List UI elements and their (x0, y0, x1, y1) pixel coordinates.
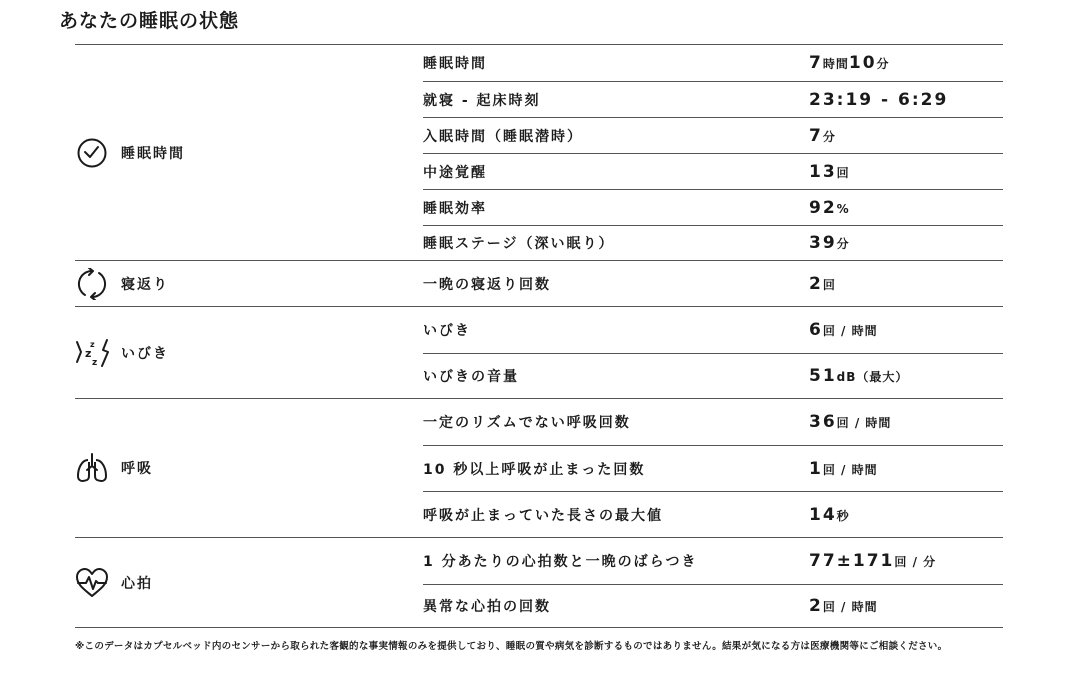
metric-value: 13回 (809, 161, 850, 182)
metric-value: 7分 (809, 125, 836, 146)
group-turning-over (75, 261, 1003, 307)
metric-row (423, 117, 1003, 153)
metric-value: 39分 (809, 233, 850, 253)
category-snoring (75, 307, 423, 398)
metric-label: 一晩の寝返り回数 (423, 276, 551, 293)
group-breathing (75, 399, 1003, 538)
sleep-status-table (75, 44, 1003, 628)
metric-row (423, 307, 1003, 353)
metric-value: 92% (809, 197, 850, 218)
category-label: いびき (121, 345, 169, 362)
metric-label: 1 分あたりの心拍数と一晩のばらつき (423, 554, 698, 570)
category-turning-over (75, 261, 423, 306)
metric-label: 睡眠ステージ（深い眠り） (423, 236, 615, 252)
metric-value: 36回 / 時間 (809, 412, 892, 432)
metric-row (423, 538, 1003, 584)
category-sleep-time (75, 45, 423, 260)
category-label: 寝返り (121, 276, 169, 293)
disclaimer-note: ※このデータはカプセルベッド内のセンサーから取られた客観的な事実情報のみを提供しており、睡眠の質や病気を診断するものではありません。結果が気になる方は医療機関等にご相談ください。 (75, 641, 948, 652)
metric-label: いびきの音量 (423, 369, 519, 385)
metric-row (423, 584, 1003, 627)
lungs-icon (75, 451, 109, 485)
svg-text:z: z (92, 357, 98, 368)
metric-value: 2回 / 時間 (809, 596, 878, 616)
snore-zzz-icon (75, 336, 109, 370)
heartbeat-icon (75, 566, 109, 600)
metric-row (423, 45, 1003, 81)
metric-row (423, 153, 1003, 189)
metric-label: 睡眠効率 (423, 200, 487, 217)
metric-row (423, 225, 1003, 260)
metric-value: 77±171回 / 分 (809, 551, 937, 571)
metric-value: 14秒 (809, 504, 850, 525)
group-snoring (75, 307, 1003, 399)
category-label: 心拍 (121, 575, 153, 592)
metric-label: 中途覚醒 (423, 164, 487, 181)
metric-label: 異常な心拍の回数 (423, 599, 551, 615)
metric-value: 7時間10分 (809, 53, 890, 73)
rotate-arrows-icon (75, 267, 109, 301)
category-label: 睡眠時間 (121, 145, 185, 162)
metric-label: いびき (423, 323, 471, 339)
metric-label: 就寝 - 起床時刻 (423, 92, 541, 109)
metric-label: 入眠時間（睡眠潜時） (423, 128, 583, 145)
page-title: あなたの睡眠の状態 (59, 10, 240, 32)
metric-label: 一定のリズムでない呼吸回数 (423, 415, 631, 431)
metric-row (423, 189, 1003, 225)
metric-row (423, 445, 1003, 491)
clock-icon (75, 136, 109, 170)
group-sleep-time (75, 45, 1003, 261)
metric-row (423, 399, 1003, 445)
svg-text:z: z (90, 339, 95, 349)
metric-row (423, 261, 1003, 306)
group-heartbeat (75, 538, 1003, 628)
metric-value: 6回 / 時間 (809, 320, 878, 340)
metric-row (423, 81, 1003, 117)
metric-value: 2回 (809, 273, 836, 294)
metric-row (423, 353, 1003, 398)
metric-value: 23:19 - 6:29 (809, 89, 949, 110)
metric-label: 10 秒以上呼吸が止まった回数 (423, 461, 646, 478)
metric-label: 睡眠時間 (423, 56, 487, 72)
metric-row (423, 491, 1003, 537)
category-label: 呼吸 (121, 461, 153, 477)
category-heartbeat (75, 538, 423, 627)
metric-value: 1回 / 時間 (809, 458, 878, 479)
metric-value: 51dB（最大） (809, 366, 909, 386)
svg-text:z: z (85, 346, 92, 360)
metric-label: 呼吸が止まっていた長さの最大値 (423, 507, 663, 524)
category-breathing (75, 399, 423, 537)
